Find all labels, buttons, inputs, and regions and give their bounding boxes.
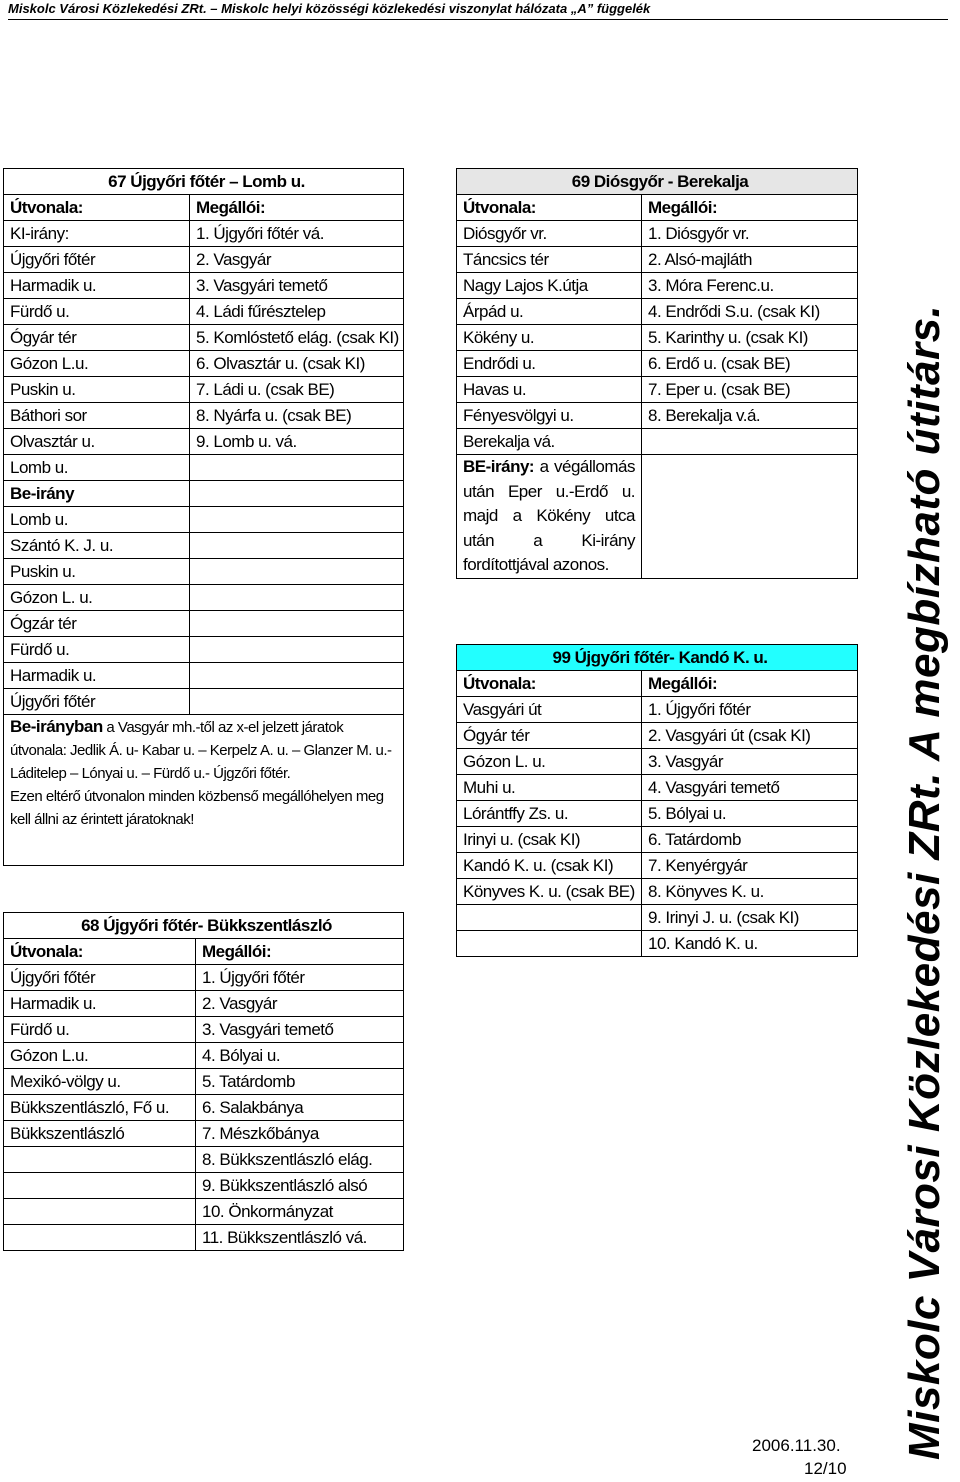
- route-68-route-cell: Fürdő u.: [4, 1017, 196, 1043]
- route-67-note-bold: Be-irányban: [10, 717, 103, 736]
- route-99-row: [457, 801, 858, 827]
- route-69-row: [457, 403, 858, 429]
- route-68-route-cell: [4, 1225, 196, 1251]
- route-68-stop-cell: 6. Salakbánya: [196, 1095, 404, 1121]
- page-header: [8, 0, 948, 18]
- route-99-row: [457, 723, 858, 749]
- route-67-stop-cell: 4. Ládi fűrésztelep: [190, 299, 404, 325]
- route-69-route-cell: Havas u.: [457, 377, 642, 403]
- footer-date: 2006.11.30.: [752, 1436, 841, 1455]
- route-68-route-cell: Gózon L.u.: [4, 1043, 196, 1069]
- route-68-row: [4, 1225, 404, 1251]
- route-68-row: [4, 991, 404, 1017]
- route-99-stop-cell: 8. Könyves K. u.: [642, 879, 858, 905]
- route-67-stop-cell: 9. Lomb u. vá.: [190, 429, 404, 455]
- route-68-route-cell: Harmadik u.: [4, 991, 196, 1017]
- route-67-stop-cell: [190, 637, 404, 663]
- side-slogan: Miskolc Városi Közlekedési ZRt. A megbízható útitárs.: [900, 304, 949, 1460]
- route-69-route-cell: Táncsics tér: [457, 247, 642, 273]
- route-69-note-text: a végállomás után Eper u.-Erdő u. majd a Kökény utca után a Ki-irány fordítottjával azonos.: [463, 457, 635, 574]
- route-67-route-cell: Szántó K. J. u.: [4, 533, 190, 559]
- route-99-route-cell: Gózon L. u.: [457, 749, 642, 775]
- route-68-col-route: Útvonala:: [4, 939, 196, 965]
- route-99-route-cell: Könyves K. u. (csak BE): [457, 879, 642, 905]
- route-99-route-cell: Muhi u.: [457, 775, 642, 801]
- route-67-row: [4, 559, 404, 585]
- route-67-row: [4, 481, 404, 507]
- route-67-row: [4, 351, 404, 377]
- route-99-row: [457, 905, 858, 931]
- route-99-row: [457, 879, 858, 905]
- route-67-route-cell: Újgyőri főtér: [4, 689, 190, 715]
- route-69-stop-cell: 6. Erdő u. (csak BE): [642, 351, 858, 377]
- route-67-stop-cell: [190, 689, 404, 715]
- route-69-route-cell: Nagy Lajos K.útja: [457, 273, 642, 299]
- route-67-row: [4, 455, 404, 481]
- route-99-stop-cell: 2. Vasgyári út (csak KI): [642, 723, 858, 749]
- route-99-route-cell: Kandó K. u. (csak KI): [457, 853, 642, 879]
- route-68-row: [4, 1069, 404, 1095]
- route-69-col-route: Útvonala:: [457, 195, 642, 221]
- route-68-stop-cell: 5. Tatárdomb: [196, 1069, 404, 1095]
- route-99-col-route: Útvonala:: [457, 671, 642, 697]
- route-99-row: [457, 827, 858, 853]
- route-67-stop-cell: [190, 559, 404, 585]
- route-68-stop-cell: 8. Bükkszentlászló elág.: [196, 1147, 404, 1173]
- route-99-stop-cell: 9. Irinyi J. u. (csak KI): [642, 905, 858, 931]
- route-68-stop-cell: 9. Bükkszentlászló alsó: [196, 1173, 404, 1199]
- route-67-route-cell: Puskin u.: [4, 559, 190, 585]
- route-69-row: [457, 429, 858, 455]
- route-67-row: [4, 273, 404, 299]
- route-99-title: 99 Újgyőri főtér- Kandó K. u.: [457, 645, 858, 671]
- route-67-row: [4, 377, 404, 403]
- route-67-col-stops: Megállói:: [190, 195, 404, 221]
- route-69-stop-cell: 7. Eper u. (csak BE): [642, 377, 858, 403]
- route-68-stop-cell: 2. Vasgyár: [196, 991, 404, 1017]
- route-67-route-cell: Lomb u.: [4, 507, 190, 533]
- route-67-route-cell: Gózon L. u.: [4, 585, 190, 611]
- route-67-route-cell: Lomb u.: [4, 455, 190, 481]
- route-67-stop-cell: [190, 455, 404, 481]
- route-69-note: [457, 455, 642, 579]
- route-68-route-cell: Újgyőri főtér: [4, 965, 196, 991]
- route-67-route-cell: Harmadik u.: [4, 273, 190, 299]
- route-99-route-cell: Lórántffy Zs. u.: [457, 801, 642, 827]
- route-68-row: [4, 1095, 404, 1121]
- route-67-row: [4, 247, 404, 273]
- route-69-row: [457, 325, 858, 351]
- route-67-stop-cell: [190, 663, 404, 689]
- route-67-stop-cell: 3. Vasgyári temető: [190, 273, 404, 299]
- route-67-note-row: [4, 715, 404, 866]
- route-68-stop-cell: 1. Újgyőri főtér: [196, 965, 404, 991]
- route-68-row: [4, 1043, 404, 1069]
- route-69-row: [457, 221, 858, 247]
- route-99-route-cell: [457, 931, 642, 957]
- route-67-row: [4, 429, 404, 455]
- route-69-row: [457, 299, 858, 325]
- route-67-stop-cell: [190, 533, 404, 559]
- route-67-note: [4, 715, 404, 866]
- route-67-row: [4, 533, 404, 559]
- route-69-row: [457, 377, 858, 403]
- route-69-note-empty: [642, 455, 858, 579]
- route-69-table: [456, 168, 858, 579]
- route-69-stop-cell: 3. Móra Ferenc.u.: [642, 273, 858, 299]
- route-99-route-cell: Vasgyári út: [457, 697, 642, 723]
- route-67-route-cell: Fürdő u.: [4, 637, 190, 663]
- route-68-col-stops: Megállói:: [196, 939, 404, 965]
- route-99-route-cell: Irinyi u. (csak KI): [457, 827, 642, 853]
- route-68-stop-cell: 4. Bólyai u.: [196, 1043, 404, 1069]
- route-67-note-warning: Ezen eltérő útvonalon minden közbenső megállóhelyen meg kell állni az érintett járatoknak!: [10, 788, 384, 828]
- route-68-row: [4, 1147, 404, 1173]
- route-69-row: [457, 273, 858, 299]
- route-69-col-stops: Megállói:: [642, 195, 858, 221]
- route-67-stop-cell: [190, 611, 404, 637]
- route-69-title: 69 Diósgyőr - Berekalja: [457, 169, 858, 195]
- route-69-stop-cell: 8. Berekalja v.á.: [642, 403, 858, 429]
- route-99-stop-cell: 7. Kenyérgyár: [642, 853, 858, 879]
- route-67-stop-cell: 8. Nyárfa u. (csak BE): [190, 403, 404, 429]
- route-99-stop-cell: 4. Vasgyári temető: [642, 775, 858, 801]
- route-67-route-cell: Ógyár tér: [4, 325, 190, 351]
- route-67-route-cell: Be-irány: [4, 481, 190, 507]
- route-67-note-text: a Vasgyár mh.-től az x-el jelzett járatok útvonala: Jedlik Á. u- Kabar u. – Kerpelz A. u. – Glanzer M. u.- Láditelep – Lónyai u. – Fürdő u.- Újgzőri főtér.: [10, 719, 392, 782]
- route-67-stop-cell: [190, 585, 404, 611]
- route-68-row: [4, 1173, 404, 1199]
- route-69-route-cell: Fényesvölgyi u.: [457, 403, 642, 429]
- route-68-route-cell: Mexikó-völgy u.: [4, 1069, 196, 1095]
- route-99-col-stops: Megállói:: [642, 671, 858, 697]
- route-68-row: [4, 1199, 404, 1225]
- route-67-row: [4, 403, 404, 429]
- route-69-route-cell: Diósgyőr vr.: [457, 221, 642, 247]
- route-69-route-cell: Berekalja vá.: [457, 429, 642, 455]
- route-99-row: [457, 697, 858, 723]
- route-67-title: 67 Újgyőri főtér – Lomb u.: [4, 169, 404, 195]
- header-text: Miskolc Városi Közlekedési ZRt. – Miskolc helyi közösségi közlekedési viszonylat hálózata „A” függelék: [8, 1, 651, 16]
- route-69-note-row: [457, 455, 858, 579]
- route-68-route-cell: Bükkszentlászló: [4, 1121, 196, 1147]
- route-67-row: [4, 689, 404, 715]
- route-68-route-cell: [4, 1199, 196, 1225]
- route-67-row: [4, 507, 404, 533]
- route-68-stop-cell: 11. Bükkszentlászló vá.: [196, 1225, 404, 1251]
- route-67-route-cell: Újgyőri főtér: [4, 247, 190, 273]
- route-99-table: [456, 644, 858, 957]
- route-99-route-cell: [457, 905, 642, 931]
- route-67-table: [3, 168, 404, 866]
- route-68-stop-cell: 10. Önkormányzat: [196, 1199, 404, 1225]
- route-69-route-cell: Endrődi u.: [457, 351, 642, 377]
- route-67-row: [4, 611, 404, 637]
- route-67-route-cell: Fürdő u.: [4, 299, 190, 325]
- route-69-note-bold: BE-irány:: [463, 457, 535, 476]
- route-67-stop-cell: 6. Olvasztár u. (csak KI): [190, 351, 404, 377]
- route-68-row: [4, 965, 404, 991]
- route-69-route-cell: Kökény u.: [457, 325, 642, 351]
- route-67-route-cell: Puskin u.: [4, 377, 190, 403]
- route-67-route-cell: Harmadik u.: [4, 663, 190, 689]
- route-69-stop-cell: [642, 429, 858, 455]
- route-67-stop-cell: 7. Ládi u. (csak BE): [190, 377, 404, 403]
- route-67-col-route: Útvonala:: [4, 195, 190, 221]
- route-68-stop-cell: 7. Mészkőbánya: [196, 1121, 404, 1147]
- route-99-row: [457, 749, 858, 775]
- route-69-stop-cell: 1. Diósgyőr vr.: [642, 221, 858, 247]
- route-67-row: [4, 663, 404, 689]
- route-68-stop-cell: 3. Vasgyári temető: [196, 1017, 404, 1043]
- route-69-row: [457, 351, 858, 377]
- route-68-title: 68 Újgyőri főtér- Bükkszentlászló: [4, 913, 404, 939]
- header-rule: [8, 19, 948, 20]
- route-67-route-cell: Gózon L.u.: [4, 351, 190, 377]
- route-67-stop-cell: [190, 481, 404, 507]
- route-68-route-cell: [4, 1147, 196, 1173]
- route-67-stop-cell: 2. Vasgyár: [190, 247, 404, 273]
- route-99-route-cell: Ógyár tér: [457, 723, 642, 749]
- route-67-row: [4, 221, 404, 247]
- route-67-stop-cell: 1. Újgyőri főtér vá.: [190, 221, 404, 247]
- route-69-stop-cell: 4. Endrődi S.u. (csak KI): [642, 299, 858, 325]
- route-67-row: [4, 585, 404, 611]
- route-67-route-cell: Báthori sor: [4, 403, 190, 429]
- route-99-row: [457, 775, 858, 801]
- route-67-stop-cell: [190, 507, 404, 533]
- route-99-stop-cell: 5. Bólyai u.: [642, 801, 858, 827]
- route-67-row: [4, 325, 404, 351]
- route-69-stop-cell: 2. Alsó-majláth: [642, 247, 858, 273]
- route-69-route-cell: Árpád u.: [457, 299, 642, 325]
- route-68-route-cell: [4, 1173, 196, 1199]
- route-99-row: [457, 931, 858, 957]
- route-99-stop-cell: 10. Kandó K. u.: [642, 931, 858, 957]
- route-68-row: [4, 1121, 404, 1147]
- route-67-route-cell: Ógzár tér: [4, 611, 190, 637]
- route-69-stop-cell: 5. Karinthy u. (csak KI): [642, 325, 858, 351]
- route-67-route-cell: KI-irány:: [4, 221, 190, 247]
- route-99-row: [457, 853, 858, 879]
- route-69-row: [457, 247, 858, 273]
- footer-page-number: 12/10: [804, 1459, 847, 1478]
- route-99-stop-cell: 3. Vasgyár: [642, 749, 858, 775]
- route-67-row: [4, 299, 404, 325]
- route-67-row: [4, 637, 404, 663]
- route-68-table: [3, 912, 404, 1251]
- route-99-stop-cell: 6. Tatárdomb: [642, 827, 858, 853]
- route-99-stop-cell: 1. Újgyőri főtér: [642, 697, 858, 723]
- route-67-route-cell: Olvasztár u.: [4, 429, 190, 455]
- route-68-route-cell: Bükkszentlászló, Fő u.: [4, 1095, 196, 1121]
- route-67-stop-cell: 5. Komlóstető elág. (csak KI): [190, 325, 404, 351]
- route-68-row: [4, 1017, 404, 1043]
